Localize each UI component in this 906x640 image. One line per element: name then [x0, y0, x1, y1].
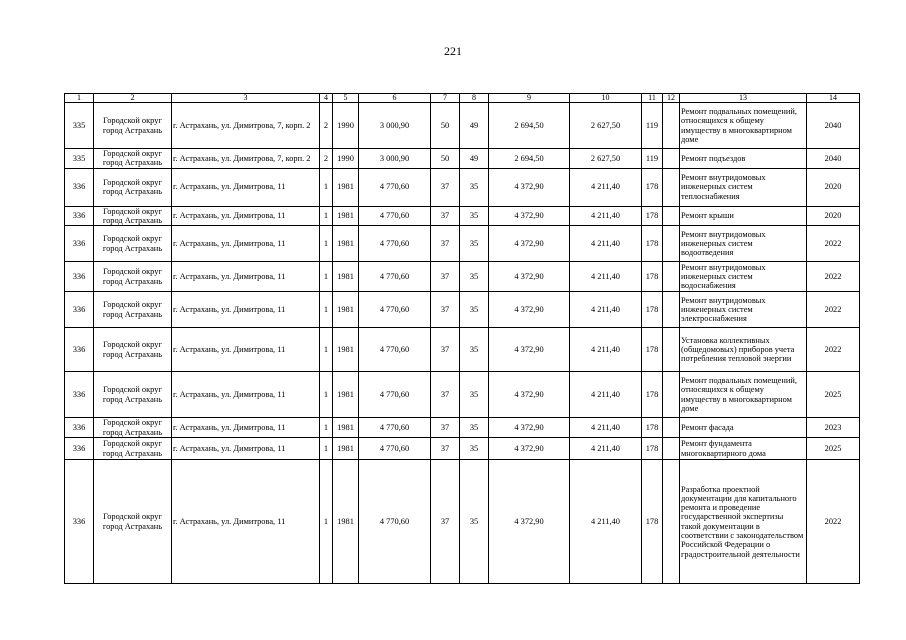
cell-col9: 4 372,90 [489, 206, 570, 226]
cell-col9: 4 372,90 [489, 372, 570, 418]
cell-col10: 2 627,50 [570, 103, 642, 149]
column-header: 8 [460, 94, 489, 103]
cell-col11: 178 [642, 438, 663, 460]
cell-col10: 4 211,40 [570, 262, 642, 292]
cell-col10: 4 211,40 [570, 418, 642, 438]
address-cell: г. Астрахань, ул. Димитрова, 11 [172, 438, 320, 460]
address-cell: г. Астрахань, ул. Димитрова, 11 [172, 372, 320, 418]
municipality-cell: Городской округ город Астрахань [94, 292, 172, 328]
cell-col11: 178 [642, 418, 663, 438]
cell-col4: 1 [320, 206, 333, 226]
row-number-cell: 336 [65, 372, 94, 418]
row-number-cell: 336 [65, 438, 94, 460]
cell-col9: 4 372,90 [489, 226, 570, 262]
cell-col10: 4 211,40 [570, 206, 642, 226]
cell-col7: 50 [431, 149, 460, 169]
cell-col11: 178 [642, 226, 663, 262]
cell-col12 [663, 418, 680, 438]
address-cell: г. Астрахань, ул. Димитрова, 7, корп. 2 [172, 149, 320, 169]
work-type-cell: Ремонт подъездов [680, 149, 807, 169]
cell-col5: 1990 [333, 103, 359, 149]
cell-col11: 119 [642, 103, 663, 149]
cell-col6: 4 770,60 [359, 372, 431, 418]
year-cell: 2022 [807, 292, 860, 328]
work-type-cell: Ремонт подвальных помещений, относящихся к общему имуществу в многоквартирном доме [680, 372, 807, 418]
page-number: 221 [444, 44, 462, 58]
column-header: 10 [570, 94, 642, 103]
municipality-cell: Городской округ город Астрахань [94, 460, 172, 584]
cell-col12 [663, 206, 680, 226]
year-cell: 2020 [807, 168, 860, 206]
cell-col9: 2 694,50 [489, 103, 570, 149]
cell-col7: 37 [431, 418, 460, 438]
column-header: 7 [431, 94, 460, 103]
column-header: 4 [320, 94, 333, 103]
cell-col7: 37 [431, 226, 460, 262]
row-number-cell: 336 [65, 226, 94, 262]
work-type-cell: Ремонт крыши [680, 206, 807, 226]
column-header: 5 [333, 94, 359, 103]
cell-col11: 178 [642, 292, 663, 328]
cell-col8: 35 [460, 292, 489, 328]
address-cell: г. Астрахань, ул. Димитрова, 11 [172, 328, 320, 372]
column-header: 13 [680, 94, 807, 103]
cell-col8: 35 [460, 438, 489, 460]
cell-col9: 4 372,90 [489, 168, 570, 206]
cell-col7: 37 [431, 328, 460, 372]
municipality-cell: Городской округ город Астрахань [94, 418, 172, 438]
cell-col7: 37 [431, 460, 460, 584]
cell-col5: 1981 [333, 372, 359, 418]
cell-col6: 3 000,90 [359, 149, 431, 169]
cell-col6: 4 770,60 [359, 292, 431, 328]
column-header: 6 [359, 94, 431, 103]
cell-col6: 4 770,60 [359, 226, 431, 262]
cell-col9: 4 372,90 [489, 262, 570, 292]
cell-col6: 3 000,90 [359, 103, 431, 149]
cell-col4: 1 [320, 460, 333, 584]
cell-col12 [663, 292, 680, 328]
row-number-cell: 336 [65, 206, 94, 226]
municipality-cell: Городской округ город Астрахань [94, 226, 172, 262]
cell-col9: 4 372,90 [489, 418, 570, 438]
cell-col10: 4 211,40 [570, 372, 642, 418]
cell-col4: 2 [320, 149, 333, 169]
work-type-cell: Ремонт внутридомовых инженерных систем теплоснабжения [680, 168, 807, 206]
cell-col11: 178 [642, 328, 663, 372]
cell-col6: 4 770,60 [359, 168, 431, 206]
table-row [65, 226, 860, 262]
cell-col12 [663, 372, 680, 418]
cell-col6: 4 770,60 [359, 460, 431, 584]
cell-col11: 178 [642, 168, 663, 206]
address-cell: г. Астрахань, ул. Димитрова, 11 [172, 262, 320, 292]
cell-col10: 2 627,50 [570, 149, 642, 169]
cell-col12 [663, 460, 680, 584]
cell-col8: 35 [460, 168, 489, 206]
row-number-cell: 336 [65, 328, 94, 372]
row-number-cell: 336 [65, 292, 94, 328]
cell-col4: 1 [320, 372, 333, 418]
cell-col4: 1 [320, 418, 333, 438]
cell-col11: 119 [642, 149, 663, 169]
cell-col5: 1981 [333, 328, 359, 372]
cell-col9: 4 372,90 [489, 328, 570, 372]
cell-col5: 1981 [333, 438, 359, 460]
address-cell: г. Астрахань, ул. Димитрова, 11 [172, 292, 320, 328]
work-type-cell: Ремонт фасада [680, 418, 807, 438]
cell-col9: 2 694,50 [489, 149, 570, 169]
year-cell: 2022 [807, 262, 860, 292]
cell-col12 [663, 103, 680, 149]
municipality-cell: Городской округ город Астрахань [94, 206, 172, 226]
municipality-cell: Городской округ город Астрахань [94, 168, 172, 206]
cell-col6: 4 770,60 [359, 262, 431, 292]
address-cell: г. Астрахань, ул. Димитрова, 11 [172, 418, 320, 438]
cell-col12 [663, 438, 680, 460]
table-row [65, 292, 860, 328]
work-type-cell: Разработка проектной документации для капитального ремонта и проведение государственной экспертизы такой документации в соответствии с законодательством Российской Федерации о градостроительной деятельности [680, 460, 807, 584]
cell-col4: 1 [320, 328, 333, 372]
table-row [65, 328, 860, 372]
table-row [65, 372, 860, 418]
year-cell: 2022 [807, 328, 860, 372]
cell-col5: 1981 [333, 460, 359, 584]
cell-col8: 49 [460, 149, 489, 169]
address-cell: г. Астрахань, ул. Димитрова, 11 [172, 168, 320, 206]
cell-col4: 1 [320, 262, 333, 292]
work-type-cell: Ремонт фундамента многоквартирного дома [680, 438, 807, 460]
row-number-cell: 335 [65, 103, 94, 149]
table-row [65, 262, 860, 292]
cell-col6: 4 770,60 [359, 206, 431, 226]
cell-col9: 4 372,90 [489, 292, 570, 328]
year-cell: 2040 [807, 149, 860, 169]
work-type-cell: Ремонт внутридомовых инженерных систем водоснабжения [680, 262, 807, 292]
cell-col8: 35 [460, 460, 489, 584]
address-cell: г. Астрахань, ул. Димитрова, 11 [172, 206, 320, 226]
row-number-cell: 336 [65, 460, 94, 584]
year-cell: 2022 [807, 460, 860, 584]
cell-col5: 1981 [333, 418, 359, 438]
cell-col4: 2 [320, 103, 333, 149]
work-type-cell: Ремонт внутридомовых инженерных систем электроснабжения [680, 292, 807, 328]
table-row [65, 206, 860, 226]
cell-col8: 49 [460, 103, 489, 149]
cell-col7: 37 [431, 206, 460, 226]
cell-col7: 37 [431, 168, 460, 206]
cell-col8: 35 [460, 206, 489, 226]
column-header: 14 [807, 94, 860, 103]
column-number-row [65, 94, 860, 103]
column-header: 9 [489, 94, 570, 103]
cell-col10: 4 211,40 [570, 292, 642, 328]
cell-col8: 35 [460, 262, 489, 292]
cell-col5: 1990 [333, 149, 359, 169]
cell-col10: 4 211,40 [570, 328, 642, 372]
cell-col6: 4 770,60 [359, 438, 431, 460]
address-cell: г. Астрахань, ул. Димитрова, 11 [172, 226, 320, 262]
table-row [65, 168, 860, 206]
cell-col5: 1981 [333, 226, 359, 262]
cell-col11: 178 [642, 206, 663, 226]
cell-col10: 4 211,40 [570, 460, 642, 584]
year-cell: 2023 [807, 418, 860, 438]
municipality-cell: Городской округ город Астрахань [94, 438, 172, 460]
cell-col4: 1 [320, 226, 333, 262]
year-cell: 2025 [807, 372, 860, 418]
cell-col9: 4 372,90 [489, 438, 570, 460]
year-cell: 2040 [807, 103, 860, 149]
column-header: 1 [65, 94, 94, 103]
capital-repair-table [64, 93, 860, 584]
column-header: 2 [94, 94, 172, 103]
cell-col12 [663, 226, 680, 262]
cell-col5: 1981 [333, 292, 359, 328]
column-header: 3 [172, 94, 320, 103]
cell-col8: 35 [460, 418, 489, 438]
cell-col6: 4 770,60 [359, 328, 431, 372]
column-header: 11 [642, 94, 663, 103]
cell-col7: 37 [431, 438, 460, 460]
address-cell: г. Астрахань, ул. Димитрова, 11 [172, 460, 320, 584]
table-row [65, 149, 860, 169]
address-cell: г. Астрахань, ул. Димитрова, 7, корп. 2 [172, 103, 320, 149]
table-row [65, 438, 860, 460]
cell-col12 [663, 328, 680, 372]
cell-col5: 1981 [333, 262, 359, 292]
year-cell: 2025 [807, 438, 860, 460]
cell-col5: 1981 [333, 206, 359, 226]
cell-col11: 178 [642, 460, 663, 584]
column-header: 12 [663, 94, 680, 103]
cell-col11: 178 [642, 372, 663, 418]
year-cell: 2022 [807, 226, 860, 262]
cell-col4: 1 [320, 292, 333, 328]
cell-col8: 35 [460, 328, 489, 372]
work-type-cell: Ремонт внутридомовых инженерных систем водоотведения [680, 226, 807, 262]
cell-col12 [663, 262, 680, 292]
cell-col12 [663, 149, 680, 169]
cell-col11: 178 [642, 262, 663, 292]
cell-col4: 1 [320, 438, 333, 460]
cell-col4: 1 [320, 168, 333, 206]
work-type-cell: Ремонт подвальных помещений, относящихся к общему имуществу в многоквартирном доме [680, 103, 807, 149]
work-type-cell: Установка коллективных (общедомовых) приборов учета потребления тепловой энергии [680, 328, 807, 372]
cell-col7: 50 [431, 103, 460, 149]
municipality-cell: Городской округ город Астрахань [94, 328, 172, 372]
row-number-cell: 336 [65, 262, 94, 292]
row-number-cell: 336 [65, 418, 94, 438]
cell-col7: 37 [431, 292, 460, 328]
table-row [65, 460, 860, 584]
municipality-cell: Городской округ город Астрахань [94, 262, 172, 292]
cell-col8: 35 [460, 226, 489, 262]
cell-col8: 35 [460, 372, 489, 418]
cell-col10: 4 211,40 [570, 438, 642, 460]
table-row [65, 103, 860, 149]
municipality-cell: Городской округ город Астрахань [94, 149, 172, 169]
cell-col7: 37 [431, 372, 460, 418]
cell-col12 [663, 168, 680, 206]
cell-col9: 4 372,90 [489, 460, 570, 584]
row-number-cell: 335 [65, 149, 94, 169]
cell-col7: 37 [431, 262, 460, 292]
cell-col10: 4 211,40 [570, 226, 642, 262]
table-row [65, 418, 860, 438]
cell-col5: 1981 [333, 168, 359, 206]
cell-col10: 4 211,40 [570, 168, 642, 206]
year-cell: 2020 [807, 206, 860, 226]
municipality-cell: Городской округ город Астрахань [94, 372, 172, 418]
row-number-cell: 336 [65, 168, 94, 206]
cell-col6: 4 770,60 [359, 418, 431, 438]
municipality-cell: Городской округ город Астрахань [94, 103, 172, 149]
